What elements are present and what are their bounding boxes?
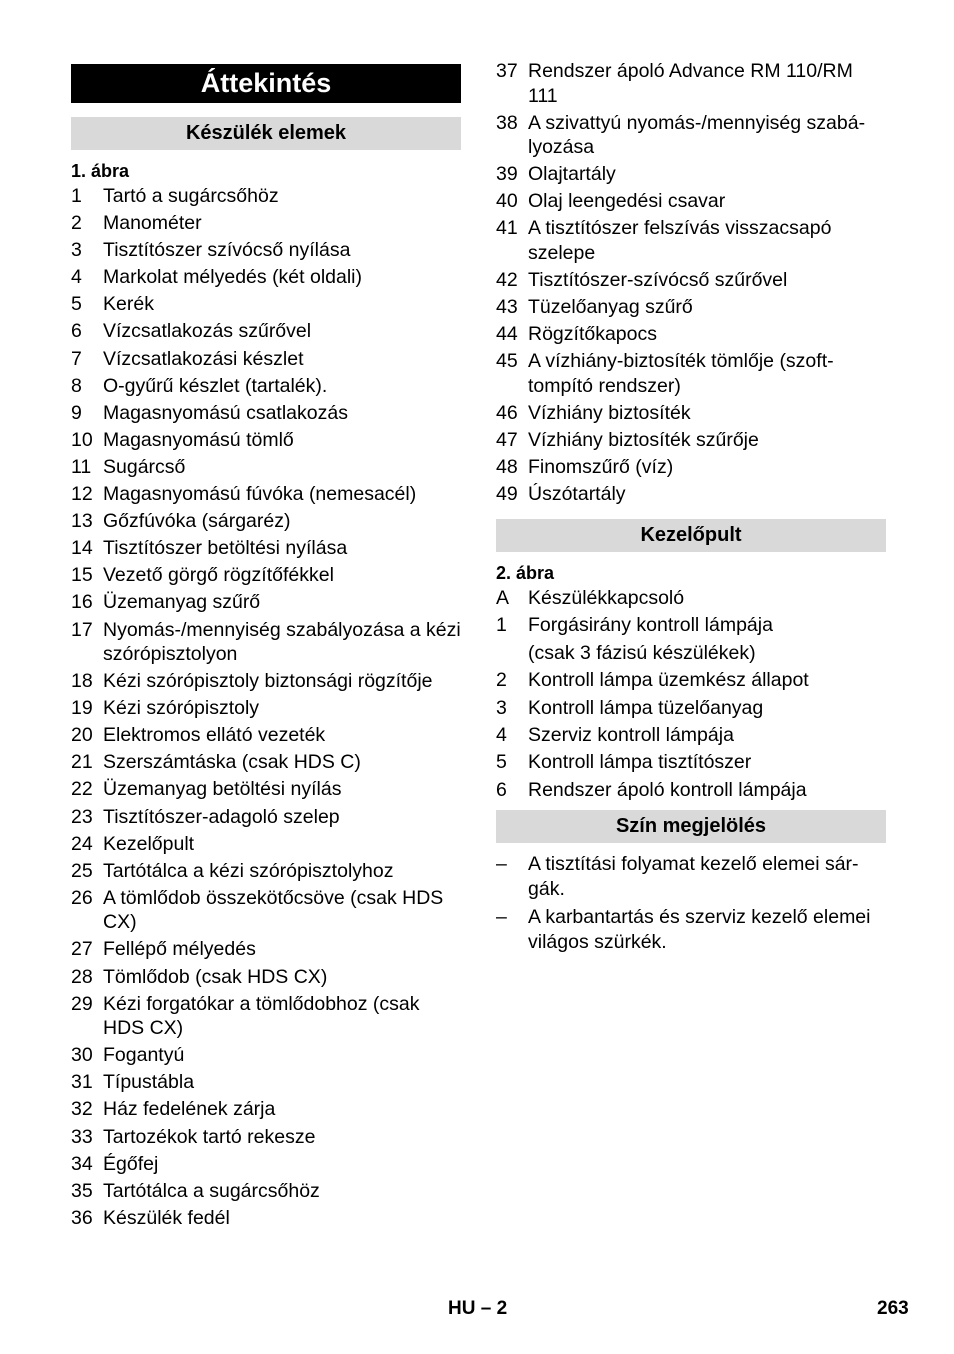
list-item [496, 216, 886, 265]
item-number: 17 [71, 618, 93, 641]
item-number: 11 [71, 455, 92, 478]
item-text: Elektromos ellátó vezeték [103, 724, 326, 747]
item-number: 41 [496, 217, 518, 240]
item-number: 43 [496, 296, 518, 319]
item-number: 39 [496, 163, 518, 186]
item-text: Tömlődob (csak HDS CX) [103, 965, 328, 988]
item-number: 37 [496, 60, 518, 82]
item-text: Vezető görgő rögzítőfékkel [103, 564, 334, 587]
page-title: Áttekintés [71, 64, 461, 103]
list-item [496, 322, 886, 347]
item-text: Üzemanyag betöltési nyílás [103, 778, 342, 801]
list-item [71, 347, 461, 372]
item-text: A tisztítási folyamat kezelő elemei sár-gák. [528, 853, 859, 900]
item-text: Magasnyomású tömlő [103, 428, 294, 451]
item-number: 45 [496, 350, 518, 373]
item-number: 2 [496, 669, 507, 692]
list-item [71, 669, 461, 694]
item-text: Finomszűrő (víz) [528, 456, 674, 479]
item-number: 3 [496, 696, 507, 719]
item-text: Kézi szórópisztoly biztonsági rögzítője [103, 670, 433, 693]
item-text: Olaj leengedési csavar [528, 190, 726, 213]
list-item [496, 613, 886, 638]
item-number: 3 [71, 239, 82, 262]
list-item [71, 859, 461, 884]
item-number: 5 [496, 751, 507, 774]
item-number: 15 [71, 564, 93, 587]
item-text: Vízhiány biztosíték [528, 401, 691, 424]
list-item [496, 162, 886, 187]
item-number: – [496, 906, 507, 928]
item-text: Szerszámtáska (csak HDS C) [103, 751, 361, 774]
list-item [71, 1152, 461, 1177]
item-number: 42 [496, 268, 518, 291]
item-text: Olajtartály [528, 163, 616, 186]
item-text: Kontroll lámpa tüzelőanyag [528, 696, 764, 719]
item-text: Rendszer ápoló Advance RM 110/RM 111 [528, 60, 853, 107]
list-item [496, 723, 886, 748]
item-text: Manométer [103, 212, 202, 235]
list-item [496, 905, 886, 954]
item-text: Szerviz kontroll lámpája [528, 723, 734, 746]
list-item [71, 992, 461, 1041]
item-number: 35 [71, 1179, 93, 1202]
list-item [71, 509, 461, 534]
control-panel-list [496, 586, 886, 805]
list-item [496, 268, 886, 293]
item-number: 47 [496, 428, 518, 451]
item-number: 6 [71, 320, 82, 343]
item-number: 27 [71, 938, 93, 961]
item-text: A karbantartás és szerviz kezelő elemei világos szürkék. [528, 906, 871, 953]
item-text: Ház fedelének zárja [103, 1098, 276, 1121]
item-text: Készülék fedél [103, 1206, 230, 1229]
list-item [71, 937, 461, 962]
list-item [71, 428, 461, 453]
list-item [496, 778, 886, 803]
item-number: 6 [496, 778, 507, 801]
item-number: 32 [71, 1098, 93, 1121]
item-number: 7 [71, 347, 82, 370]
item-text: Égőfej [103, 1152, 159, 1175]
item-number: 4 [496, 723, 507, 746]
list-item [71, 1070, 461, 1095]
item-number: 31 [71, 1071, 93, 1094]
list-item [71, 777, 461, 802]
list-item [71, 401, 461, 426]
item-text: Úszótartály [528, 483, 626, 506]
list-item [496, 586, 886, 611]
list-item [496, 111, 886, 160]
item-number: 4 [71, 266, 82, 289]
item-number: 44 [496, 323, 518, 346]
item-text: Tartótálca a kézi szórópisztolyhoz [103, 859, 394, 882]
list-item [71, 1043, 461, 1068]
item-text: A szivattyú nyomás-/mennyiség szabá-lyozása [528, 111, 866, 159]
item-number: 46 [496, 401, 518, 424]
components-list [71, 184, 461, 1233]
list-item [496, 852, 886, 901]
item-text: Üzemanyag szűrő [103, 591, 261, 614]
list-item [71, 536, 461, 561]
item-text: Kézi forgatókar a tömlődobhoz (csak HDS CX) [103, 992, 420, 1040]
figure-label-1: 1. ábra [71, 161, 130, 181]
list-item [71, 563, 461, 588]
item-text: (csak 3 fázisú készülékek) [528, 641, 756, 664]
item-text: Nyomás-/mennyiség szabályozása a kézi szórópisztolyon [103, 618, 461, 665]
item-number: 40 [496, 190, 518, 213]
list-item [71, 238, 461, 263]
item-number: 48 [496, 456, 518, 479]
item-number: 38 [496, 111, 518, 134]
list-item [496, 482, 886, 507]
item-text: A tömlődob összekötőcsöve (csak HDS CX) [103, 886, 444, 934]
item-number: 2 [71, 212, 82, 235]
section-heading-components: Készülék elemek [71, 117, 461, 150]
item-number [496, 641, 528, 666]
list-item [71, 319, 461, 344]
item-text: Vízcsatlakozási készlet [103, 347, 304, 370]
item-text: Fellépő mélyedés [103, 938, 256, 961]
item-number: 9 [71, 401, 82, 424]
item-number: 5 [71, 293, 82, 316]
item-number: 29 [71, 992, 93, 1015]
item-text: Tisztítószer-adagoló szelep [103, 805, 340, 828]
item-number: 8 [71, 374, 82, 397]
item-number: 24 [71, 832, 93, 855]
item-text: Tüzelőanyag szűrő [528, 296, 693, 319]
item-text: Tartótálca a sugárcsőhöz [103, 1179, 320, 1202]
list-item [71, 211, 461, 236]
list-item [496, 349, 886, 398]
list-item [71, 805, 461, 830]
item-number: 26 [71, 886, 93, 909]
section-heading-control-panel: Kezelőpult [496, 519, 886, 552]
item-text: Forgásirány kontroll lámpája [528, 614, 773, 637]
item-number: 12 [71, 483, 93, 506]
list-item [71, 1125, 461, 1150]
list-item [71, 1206, 461, 1231]
item-number: 1 [71, 185, 82, 207]
item-text: Fogantyú [103, 1044, 185, 1067]
item-text: Sugárcső [103, 455, 186, 478]
list-item [496, 59, 886, 108]
list-item [496, 668, 886, 693]
item-text: Markolat mélyedés (két oldali) [103, 266, 363, 289]
item-text: Típustábla [103, 1071, 195, 1094]
item-number: 23 [71, 805, 93, 828]
item-number: 34 [71, 1152, 93, 1175]
item-text: Kézi szórópisztoly [103, 697, 260, 720]
list-item [71, 482, 461, 507]
item-text: Kezelőpult [103, 832, 195, 855]
item-number: 13 [71, 510, 93, 533]
item-text: Tisztítószer-szívócső szűrővel [528, 268, 788, 291]
list-item [496, 189, 886, 214]
list-item [71, 832, 461, 857]
item-text: A vízhiány-biztosíték tömlője (szoft-tompító rendszer) [528, 350, 834, 397]
section-heading-color-marking: Szín megjelölés [496, 810, 886, 843]
list-item [496, 696, 886, 721]
list-item [71, 184, 461, 209]
list-item [496, 295, 886, 320]
list-item [71, 1179, 461, 1204]
item-text: Magasnyomású csatlakozás [103, 401, 348, 424]
figure-label-2: 2. ábra [496, 563, 555, 583]
item-number: 14 [71, 537, 93, 560]
item-number: 30 [71, 1044, 93, 1067]
item-number: 16 [71, 591, 93, 614]
list-item [71, 1097, 461, 1122]
item-text: Készülékkapcsoló [528, 587, 685, 609]
item-number: A [496, 587, 510, 609]
item-number: 19 [71, 697, 93, 720]
item-text: Vízcsatlakozás szűrővel [103, 320, 312, 343]
list-item [496, 641, 886, 666]
item-number: 18 [71, 670, 93, 693]
color-marking-list [496, 852, 886, 958]
list-item [71, 455, 461, 480]
item-text: O-gyűrű készlet (tartalék). [103, 374, 328, 397]
footer-language-page: HU – 2 [448, 1298, 508, 1319]
item-number: 20 [71, 724, 93, 747]
item-text: Magasnyomású fúvóka (nemesacél) [103, 483, 417, 506]
list-item [496, 455, 886, 480]
list-item [71, 265, 461, 290]
list-item [71, 723, 461, 748]
item-text: Tisztítószer szívócső nyílása [103, 239, 351, 262]
item-number: 36 [71, 1206, 93, 1229]
item-number: 49 [496, 483, 518, 506]
item-text: Rendszer ápoló kontroll lámpája [528, 778, 807, 801]
item-text: Gőzfúvóka (sárgaréz) [103, 510, 291, 533]
list-item [71, 590, 461, 615]
list-item [71, 292, 461, 317]
item-number: 1 [496, 614, 507, 637]
item-number: – [496, 853, 507, 875]
list-item [496, 401, 886, 426]
item-number: 22 [71, 778, 93, 801]
footer-page-number: 263 [877, 1298, 909, 1319]
list-item [496, 750, 886, 775]
components-list-continued [496, 59, 886, 509]
list-item [71, 618, 461, 667]
item-text: Rögzítőkapocs [528, 323, 657, 346]
list-item [496, 428, 886, 453]
list-item [71, 965, 461, 990]
item-number: 33 [71, 1125, 93, 1148]
item-text: Kontroll lámpa tisztítószer [528, 751, 752, 774]
item-number: 25 [71, 859, 93, 882]
item-text: A tisztítószer felszívás visszacsapó szelepe [528, 217, 832, 264]
item-number: 21 [71, 751, 93, 774]
item-number: 28 [71, 965, 93, 988]
item-text: Kerék [103, 293, 154, 316]
item-text: Tisztítószer betöltési nyílása [103, 537, 348, 560]
item-text: Tartozékok tartó rekesze [103, 1125, 316, 1148]
list-item [71, 374, 461, 399]
list-item [71, 750, 461, 775]
item-number: 10 [71, 428, 93, 451]
list-item [71, 696, 461, 721]
item-text: Vízhiány biztosíték szűrője [528, 428, 759, 451]
list-item [71, 886, 461, 935]
item-text: Tartó a sugárcsőhöz [103, 185, 279, 207]
item-text: Kontroll lámpa üzemkész állapot [528, 669, 809, 692]
